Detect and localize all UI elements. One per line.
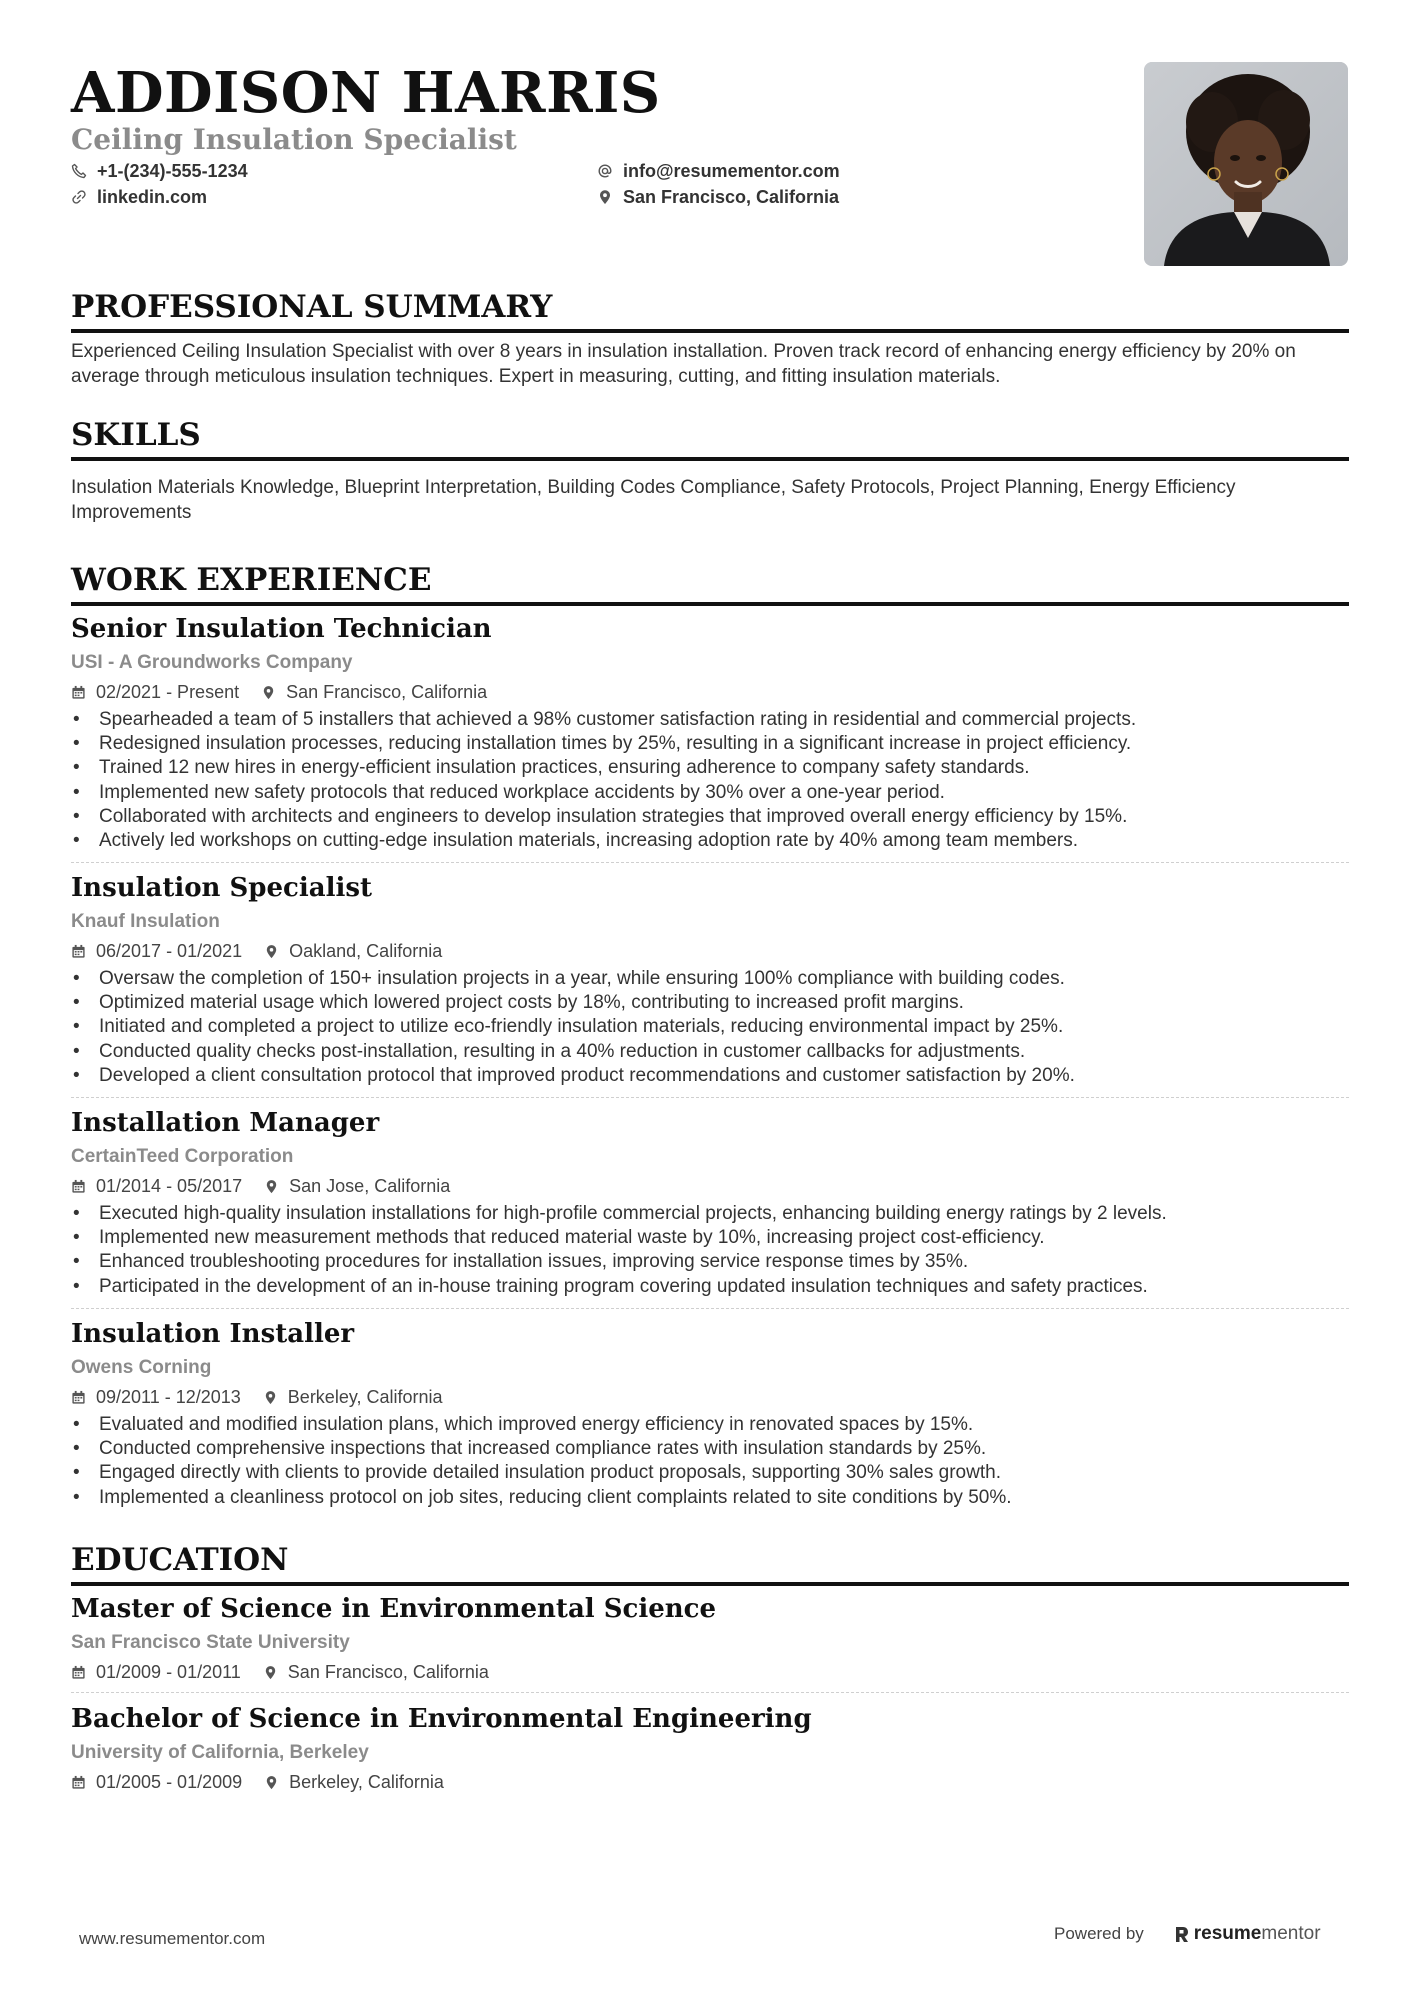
calendar-icon — [71, 1665, 86, 1680]
location-pin-icon — [264, 944, 279, 959]
job-location — [263, 1385, 443, 1409]
calendar-icon — [71, 1390, 86, 1405]
brand-light: mentor — [1261, 1923, 1321, 1944]
job-bullets — [71, 1202, 1349, 1299]
profile-photo — [1144, 62, 1348, 266]
experience-heading: WORK EXPERIENCE — [71, 560, 1349, 606]
bullet-item: • Participated in the development of an in-house training program covering updated insulation techniques and safety practices. — [71, 1275, 1349, 1299]
bullet-item: • Executed high-quality insulation installations for high-profile commercial projects, enhancing building energy ratings by 2 levels. — [71, 1202, 1349, 1226]
education-dates: 01/2005 - 01/2009 — [96, 1772, 243, 1792]
bullet-item: • Redesigned insulation processes, reducing installation times by 25%, resulting in a significant increase in project efficiency. — [71, 732, 1349, 756]
job-entry — [71, 1106, 1349, 1299]
location-pin-icon — [264, 1179, 279, 1194]
phone-icon — [71, 163, 87, 179]
bullet-item: • Spearheaded a team of 5 installers that achieved a 98% customer satisfaction rating in residential and commercial projects. — [71, 708, 1349, 732]
bullet-item: • Engaged directly with clients to provide detailed insulation product proposals, supporting 30% sales growth. — [71, 1461, 1349, 1485]
education-meta — [71, 1660, 1349, 1684]
calendar-icon — [71, 1775, 86, 1790]
summary-text: Experienced Ceiling Insulation Specialist with over 8 years in insulation installation. Proven track record of enhancing energy efficiency by 20% on average through meticulous insulation techniques. Expert in measuring, cutting, and fitting insulation materials. — [71, 341, 1296, 387]
at-icon — [597, 163, 613, 179]
job-title: Insulation Installer — [71, 1319, 355, 1349]
brand-logo[interactable] — [1174, 1923, 1321, 1945]
location-pin-icon — [263, 1665, 278, 1680]
job-company: USI - A Groundworks Company — [71, 652, 353, 673]
job-title: Installation Manager — [71, 1108, 380, 1138]
bullet-item: • Collaborated with architects and engineers to develop insulation strategies that improved overall energy efficiency by 15%. — [71, 805, 1349, 829]
bullet-item: • Conducted quality checks post-installation, resulting in a 40% reduction in customer callbacks for adjustments. — [71, 1040, 1349, 1064]
calendar-icon — [71, 944, 86, 959]
job-dates: 01/2014 - 05/2017 — [96, 1176, 243, 1196]
location-pin-icon — [261, 685, 276, 700]
job-dates: 02/2021 - Present — [96, 682, 240, 702]
bullet-item: • Trained 12 new hires in energy-efficient insulation practices, ensuring adherence to company safety standards. — [71, 756, 1349, 780]
summary-heading: PROFESSIONAL SUMMARY — [71, 287, 1349, 333]
degree-title: Master of Science in Environmental Science — [71, 1594, 717, 1624]
school-name: University of California, Berkeley — [71, 1742, 369, 1763]
divider — [71, 862, 1349, 863]
job-company: Knauf Insulation — [71, 911, 220, 932]
job-location — [264, 1174, 450, 1198]
location-pin-icon — [597, 189, 613, 205]
brand-bold: resume — [1193, 1923, 1262, 1944]
education-section — [71, 1540, 1349, 1586]
job-meta — [71, 680, 1349, 704]
education-meta — [71, 1770, 1349, 1794]
education-location-text: San Francisco, California — [287, 1662, 489, 1682]
job-entry — [71, 1317, 1349, 1510]
candidate-name: ADDISON HARRIS — [71, 60, 661, 126]
degree-title: Bachelor of Science in Environmental Engineering — [71, 1704, 812, 1734]
calendar-icon — [71, 685, 86, 700]
experience-section — [71, 560, 1349, 606]
bullet-item: • Developed a client consultation protocol that improved product recommendations and customer satisfaction by 20%. — [71, 1064, 1349, 1088]
education-entry — [71, 1592, 1349, 1684]
location-text: San Francisco, California — [623, 187, 840, 207]
footer-powered — [1054, 1923, 1321, 1945]
skills-text: Insulation Materials Knowledge, Blueprint Interpretation, Building Codes Compliance, Safety Protocols, Project Planning, Energy Efficiency Improvements — [71, 477, 1236, 523]
job-location-text: San Francisco, California — [286, 682, 488, 702]
job-bullets — [71, 967, 1349, 1088]
linkedin-text[interactable]: linkedin.com — [97, 187, 208, 207]
contact-email[interactable] — [597, 158, 840, 184]
powered-by-label: Powered by — [1054, 1924, 1144, 1943]
skills-heading: SKILLS — [71, 415, 1349, 461]
bullet-item: • Implemented new safety protocols that reduced workplace accidents by 30% over a one-year period. — [71, 781, 1349, 805]
contact-linkedin[interactable] — [71, 184, 207, 210]
bullet-item: • Enhanced troubleshooting procedures for installation issues, improving service response times by 35%. — [71, 1250, 1349, 1274]
contact-location — [597, 184, 839, 210]
footer-website[interactable]: www.resumementor.com — [79, 1929, 266, 1948]
bullet-item: • Optimized material usage which lowered project costs by 18%, contributing to increased profit margins. — [71, 991, 1349, 1015]
link-icon — [71, 189, 87, 205]
job-dates: 09/2011 - 12/2013 — [96, 1387, 241, 1407]
job-location-text: Berkeley, California — [287, 1387, 443, 1407]
phone-text: +1-(234)-555-1234 — [97, 161, 248, 181]
education-location — [264, 1770, 444, 1794]
school-name: San Francisco State University — [71, 1632, 350, 1653]
location-pin-icon — [264, 1775, 279, 1790]
contact-phone — [71, 158, 248, 184]
skills-section — [71, 415, 1349, 525]
job-title: Insulation Specialist — [71, 873, 372, 903]
job-location-text: San Jose, California — [289, 1176, 451, 1196]
portrait-image — [1144, 62, 1348, 266]
divider — [71, 1308, 1349, 1309]
job-entry — [71, 612, 1349, 853]
calendar-icon — [71, 1179, 86, 1194]
job-entry — [71, 871, 1349, 1088]
candidate-title: Ceiling Insulation Specialist — [71, 123, 517, 156]
divider — [71, 1692, 1349, 1693]
education-location-text: Berkeley, California — [289, 1772, 444, 1792]
email-text[interactable]: info@resumementor.com — [623, 161, 840, 181]
job-location — [264, 939, 442, 963]
job-dates: 06/2017 - 01/2021 — [96, 941, 243, 961]
location-pin-icon — [263, 1390, 278, 1405]
job-bullets — [71, 1413, 1349, 1510]
job-title: Senior Insulation Technician — [71, 614, 492, 644]
job-location — [261, 680, 487, 704]
education-entry — [71, 1702, 1349, 1794]
divider — [71, 1097, 1349, 1098]
job-bullets — [71, 708, 1349, 853]
education-heading: EDUCATION — [71, 1540, 1349, 1586]
bullet-item: • Initiated and completed a project to utilize eco-friendly insulation materials, reducing environmental impact by 25%. — [71, 1015, 1349, 1039]
job-meta — [71, 1385, 1349, 1409]
bullet-item: • Conducted comprehensive inspections that increased compliance rates with insulation standards by 25%. — [71, 1437, 1349, 1461]
job-company: Owens Corning — [71, 1357, 212, 1378]
education-dates: 01/2009 - 01/2011 — [96, 1662, 241, 1682]
bullet-item: • Implemented a cleanliness protocol on job sites, reducing client complaints related to site conditions by 50%. — [71, 1486, 1349, 1510]
bullet-item: • Implemented new measurement methods that reduced material waste by 10%, increasing project cost-efficiency. — [71, 1226, 1349, 1250]
job-meta — [71, 1174, 1349, 1198]
education-location — [263, 1660, 489, 1684]
job-company: CertainTeed Corporation — [71, 1146, 294, 1167]
summary-section — [71, 287, 1349, 389]
bullet-item: • Oversaw the completion of 150+ insulation projects in a year, while ensuring 100% compliance with building codes. — [71, 967, 1349, 991]
resumementor-logo-icon — [1174, 1925, 1190, 1943]
job-meta — [71, 939, 1349, 963]
bullet-item: • Actively led workshops on cutting-edge insulation materials, increasing adoption rate by 40% among team members. — [71, 829, 1349, 853]
bullet-item: • Evaluated and modified insulation plans, which improved energy efficiency in renovated spaces by 15%. — [71, 1413, 1349, 1437]
job-location-text: Oakland, California — [289, 941, 443, 961]
